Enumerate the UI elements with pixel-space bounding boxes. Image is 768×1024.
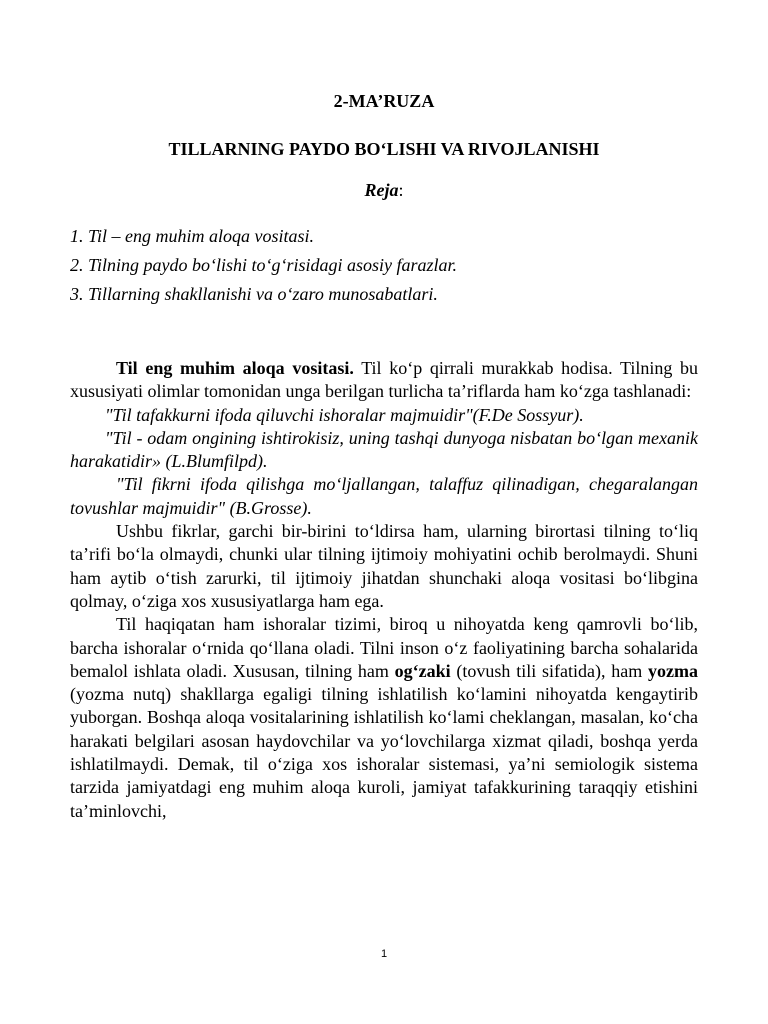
quote-saussure: "Til tafakkurni ifoda qiluvchi ishoralar majmuidir"(F.De Sossyur). [105,404,584,425]
plan-item: 1. Til – eng muhim aloqa vositasi. [70,226,315,246]
lecture-title: TILLARNING PAYDO BO‘LISHI VA RIVOJLANISHI [168,139,600,159]
term-written: yozma [648,660,698,681]
term-oral: og‘zaki [394,660,451,681]
plan-list [70,222,710,309]
paragraph-text: (tovush tili sifatida), ham [450,660,649,681]
plan-colon: : [398,180,404,200]
paragraph-sign-system [70,613,698,823]
paragraph-intro [70,357,698,404]
quote-grosse: "Til fikrni ifoda qilishga mo‘ljallangan, talaffuz qilinadigan, chegaralangan tovushlar majmuidir" (B.Grosse). [70,474,698,518]
paragraph-definitions: Ushbu fikrlar, garchi bir-birini to‘ldirsa ham, ularning birortasi tilning to‘liq ta’rifi bo‘la olmaydi, chunki ular tilning ijtimoiy mohiyatini ochib berolmaydi. Shuni ham aytib o‘tish zarurki, til ijtimoiy jihatdan shunchaki aloqa vositasi bo‘libgina qolmay, o‘ziga xos xususiyatlarga ham ega. [70,521,698,611]
paragraph-text: (yozma nutq) shakllarga egaligi tilning ishlatilish ko‘lamini nihoyatda kengaytirib yuborgan. Boshqa aloqa vositalarining ishlatilish ko‘lami cheklangan, masalan, ko‘cha harakati belgilari asosan haydovchilar va yo‘lovchilarga xizmat qiladi, boshqa yerda ishlatilmaydi. Demak, til o‘ziga xos ishoralar sistemasi, ya’ni semiologik sistema tarzida jamiyatdagi eng muhim aloqa kuroli, jamiyat tafakkurining taraqqiy etishini ta’minlovchi, [70,684,698,821]
body-text [70,357,698,823]
paragraph-text: Til haqiqatan ham ishoralar tizimi, biroq u nihoyatda keng qamrovli bo‘lib, barcha ishoralar o‘rnida qo‘llana oladi. Tilni inson o‘z faoliyatining barcha sohalarida bemalol ishlata oladi. Xususan, tilning ham [70,614,698,681]
quote-bloomfield: "Til - odam ongining ishtirokisiz, uning tashqi dunyoga nisbatan bo‘lgan mexanik harakatidir» (L.Blumfilpd). [70,427,698,472]
lecture-number: 2-MA’RUZA [333,91,435,111]
page-number: 1 [380,948,388,960]
section-heading: Til eng muhim aloqa vositasi. [116,358,354,378]
plan-label: Reja [364,180,399,200]
plan-heading [0,179,768,201]
plan-item: 3. Tillarning shakllanishi va o‘zaro munosabatlari. [70,284,438,304]
paragraph-text: Til ko‘p qirrali murakkab hodisa. Tilning bu xususiyati olimlar tomonidan unga berilgan turlicha ta’riflarda ham ko‘zga tashlanadi: [70,358,698,402]
plan-item: 2. Tilning paydo bo‘lishi to‘g‘risidagi asosiy farazlar. [70,255,458,275]
